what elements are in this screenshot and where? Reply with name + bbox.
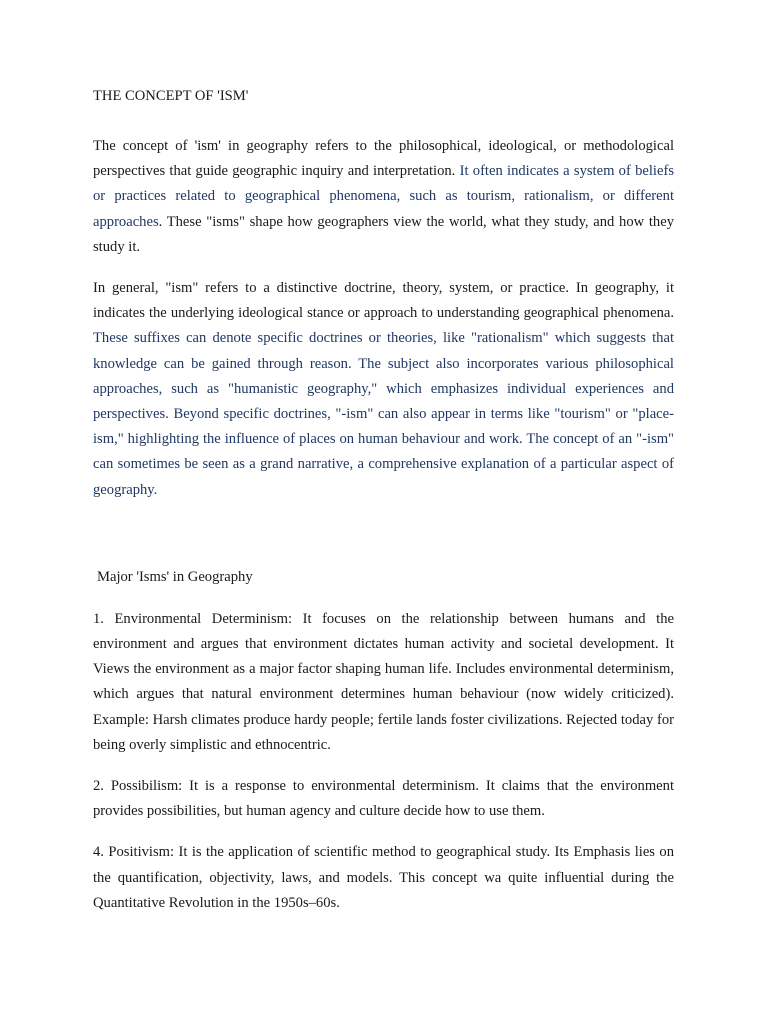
intro-paragraph-1 [93, 134, 674, 260]
list-item-environmental-determinism: 1. Environmental Determinism: It focuses on the relationship between humans and the environment and argues that environment dictates human activity and societal development. It Views the environment as a major factor shaping human life. Includes environmental determinism, which argues that natural environment determines human behaviour (now widely criticized). Example: Harsh climates produce hardy people; fertile lands foster civilizations. Rejected today for being overly simplistic and ethnocentric. [93, 610, 674, 753]
intro-paragraph-2-highlight: These suffixes can denote specific doctrines or theories, like "rationalism" which suggests that knowledge can be gained through reason. The subject also incorporates various philosophical approaches, such as "humanistic geography," which emphasizes individual experiences and perspectives. Beyond specific doctrines, "-ism" can also appear in terms like "tourism" or "place-ism," highlighting the influence of places on human behaviour and work. The concept of an "-ism" can sometimes be seen as a grand narrative, a comprehensive explanation of a particular aspect of geography. [93, 330, 674, 498]
section-spacer [93, 519, 674, 567]
intro-paragraph-2-text-a: In general, "ism" refers to a distinctive doctrine, theory, system, or practice. In geography, it indicates the underlying ideological stance or approach to understanding geographical phenomena. [93, 280, 674, 322]
section-title: Major 'Isms' in Geography [97, 568, 253, 585]
intro-paragraph-1-text-b: . These "isms" shape how geographers view the world, what they study, and how they study it. [93, 213, 674, 255]
list-item-positivism: 4. Positivism: It is the application of scientific method to geographical study. Its Emphasis lies on the quantification, objectivity, laws, and models. This concept wa quite influential during the Quantitative Revolution in the 1950s–60s. [93, 844, 674, 911]
list-item-possibilism: 2. Possibilism: It is a response to environmental determinism. It claims that the environment provides possibilities, but human agency and culture decide how to use them. [93, 778, 674, 820]
document-title: THE CONCEPT OF 'ISM' [93, 88, 249, 104]
intro-paragraph-2 [93, 276, 674, 503]
intro-paragraph-1-highlight: It often indicates a system of beliefs or practices related to geographical phenomena, such as tourism, rationalism, or different approaches [93, 163, 675, 230]
intro-paragraph-1-text-a: The concept of 'ism' in geography refers to the philosophical, ideological, or methodological perspectives that guide geographic inquiry and interpretation. [93, 138, 674, 180]
